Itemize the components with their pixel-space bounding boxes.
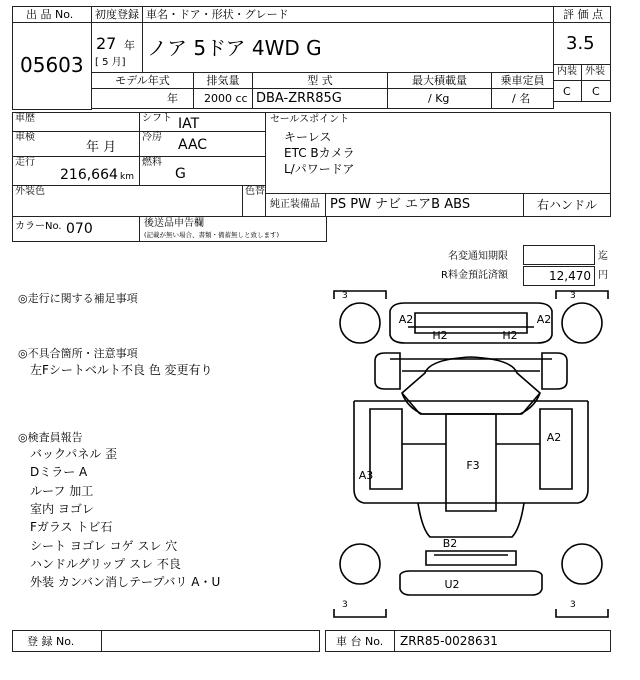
inspector-header: ◎検査員報告: [18, 431, 83, 444]
defects-header: ◎不具合箇所・注意事項: [18, 347, 138, 360]
sales-point-3: L/パワードア: [284, 162, 355, 176]
mileage-value: 216,664: [60, 167, 118, 183]
driving-notes-header: ◎走行に関する補足事項: [18, 292, 138, 305]
type-label: 型 式: [307, 74, 333, 87]
declaration-note: (記載が無い場合、書類・備蓄無しと致します): [144, 231, 280, 239]
shift-value: IAT: [178, 116, 200, 132]
ac-value: AAC: [178, 137, 208, 153]
name-change-label: 名変通知期限: [448, 251, 508, 262]
car-name-value: ノア 5ドア 4WD G: [147, 36, 322, 60]
exterior-value: C: [592, 85, 600, 98]
sales-points-label: セールスポイント: [270, 114, 350, 125]
exterior-label: 外装: [585, 66, 605, 77]
capacity-label: 乗車定員: [500, 74, 545, 87]
year-unit: 年: [124, 39, 135, 52]
mileage-label: 走行: [15, 157, 35, 168]
color-change-label: 色替: [245, 186, 265, 197]
shift-label: シフト: [142, 113, 172, 124]
capacity-value: / 名: [512, 92, 531, 105]
max-load-label: 最大積載量: [412, 74, 467, 87]
model-year-cell: [91, 88, 194, 109]
mileage-unit: km: [120, 172, 134, 182]
exterior-color-cell: [12, 185, 243, 217]
corner-label: 3: [342, 291, 348, 301]
damage-mark: H2: [502, 329, 518, 342]
history-label: 車歴: [15, 113, 35, 124]
score-value: 3.5: [566, 33, 595, 54]
model-year-unit: 年: [167, 92, 178, 105]
fuel-value: G: [175, 166, 186, 182]
fuel-label: 燃料: [142, 157, 162, 168]
inspector-line: ハンドルグリップ スレ 不良: [30, 557, 181, 571]
type-value: DBA-ZRR85G: [256, 91, 342, 106]
max-load-value: / Kg: [428, 92, 450, 105]
displacement-label: 排気量: [206, 74, 240, 87]
damage-mark: U2: [444, 578, 460, 591]
reg-no-value-cell: [101, 630, 320, 652]
damage-mark: A2: [398, 313, 414, 326]
corner-label: 3: [570, 291, 576, 301]
damage-mark: F3: [466, 459, 480, 472]
defects-text: 左Fシートベルト不良 色 変更有り: [30, 363, 213, 377]
corner-label: 3: [342, 600, 348, 610]
ac-label: 冷房: [142, 132, 162, 143]
inspection-label: 車検: [15, 132, 35, 143]
first-reg-year: 27: [96, 34, 117, 53]
damage-mark: H2: [432, 329, 448, 342]
inspector-line: 外装 カンバン消しテープバリ A・U: [30, 575, 221, 589]
inspector-line: シート ヨゴレ コゲ スレ 穴: [30, 539, 178, 553]
inspection-value: 年 月: [86, 140, 117, 155]
model-year-label: モデル年式: [115, 74, 170, 87]
damage-mark: A2: [546, 431, 562, 444]
first-reg-month: [ 5 月]: [95, 57, 126, 68]
steering-value: 右ハンドル: [537, 198, 598, 212]
car-damage-diagram: [330, 289, 612, 619]
color-no-label: カラーNo.: [15, 221, 62, 232]
interior-value: C: [563, 85, 571, 98]
lot-number: 05603: [20, 53, 84, 77]
chassis-label: 車 台 No.: [336, 635, 384, 648]
reg-no-label: 登 録 No.: [27, 635, 75, 648]
equipment-label: 純正装備品: [270, 199, 320, 210]
color-no-value: 070: [66, 221, 93, 237]
damage-mark: B2: [442, 537, 458, 550]
inspector-line: バックパネル 歪: [30, 447, 118, 461]
score-label: 評 価 点: [563, 8, 603, 21]
car-name-label: 車名・ドア・形状・グレード: [146, 8, 289, 21]
lot-label: 出 品 No.: [26, 8, 74, 21]
name-change-cell: [523, 245, 595, 265]
equipment-value: PS PW ナビ エアB ABS: [330, 197, 471, 212]
inspector-line: Fガラス トビ石: [30, 520, 113, 534]
corner-label: 3: [570, 600, 576, 610]
name-change-unit: 迄: [598, 251, 608, 262]
first-reg-label: 初度登録: [95, 8, 139, 21]
inspector-line: Dミラー A: [30, 465, 88, 479]
inspector-line: 室内 ヨゴレ: [30, 502, 94, 516]
declaration-label: 後送品申告欄: [144, 218, 204, 229]
damage-mark: A2: [536, 313, 552, 326]
recycle-unit: 円: [598, 270, 608, 281]
recycle-label: R料金預託済額: [441, 270, 508, 281]
exterior-color-label: 外装色: [15, 186, 45, 197]
sales-point-1: キーレス: [284, 130, 332, 144]
damage-mark: A3: [358, 469, 374, 482]
sales-point-2: ETC Bカメラ: [284, 146, 355, 160]
displacement-value: 2000 cc: [204, 92, 248, 105]
recycle-value: 12,470: [549, 269, 591, 283]
interior-label: 内装: [557, 66, 577, 77]
inspector-line: ルーフ 加工: [30, 484, 94, 498]
car-outline: [334, 291, 608, 617]
chassis-value: ZRR85-0028631: [400, 634, 498, 648]
